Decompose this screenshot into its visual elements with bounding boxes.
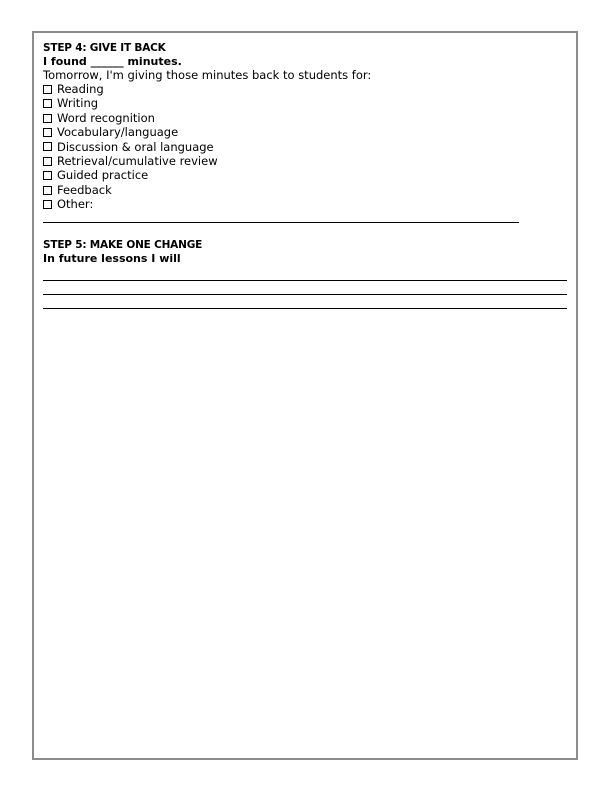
write-in-line[interactable] xyxy=(43,280,567,281)
step-4-heading: STEP 4: GIVE IT BACK xyxy=(43,42,166,54)
worksheet-content xyxy=(43,42,567,309)
give-back-checklist xyxy=(43,82,567,212)
checkbox-icon[interactable] xyxy=(43,171,52,180)
checkbox-icon[interactable] xyxy=(43,114,52,123)
checkbox-icon[interactable] xyxy=(43,142,52,151)
checklist-item-label: Feedback xyxy=(57,182,112,197)
checklist-item-label: Discussion & oral language xyxy=(57,139,214,154)
checklist-item-other[interactable] xyxy=(43,197,567,211)
write-in-line[interactable] xyxy=(43,294,567,295)
checklist-item-label: Retrieval/cumulative review xyxy=(57,154,218,169)
checklist-item-word-recognition[interactable] xyxy=(43,111,567,125)
write-in-line[interactable] xyxy=(43,308,567,309)
checklist-item-retrieval[interactable] xyxy=(43,154,567,168)
checklist-item-feedback[interactable] xyxy=(43,183,567,197)
checklist-item-label: Word recognition xyxy=(57,110,155,125)
checklist-item-label: Guided practice xyxy=(57,168,149,183)
checklist-item-discussion[interactable] xyxy=(43,140,567,154)
checkbox-icon[interactable] xyxy=(43,157,52,166)
checklist-item-writing[interactable] xyxy=(43,96,567,110)
step-5-section xyxy=(43,239,567,309)
checkbox-icon[interactable] xyxy=(43,186,52,195)
step-4-intro: Tomorrow, I'm giving those minutes back to students for: xyxy=(43,68,372,82)
checklist-item-label: Writing xyxy=(57,96,99,111)
checkbox-icon[interactable] xyxy=(43,200,52,209)
checkbox-icon[interactable] xyxy=(43,99,52,108)
checklist-item-label: Reading xyxy=(57,82,104,96)
other-write-in-line[interactable] xyxy=(43,222,519,223)
checklist-item-label: Vocabulary/language xyxy=(57,125,179,140)
checklist-item-guided-practice[interactable] xyxy=(43,168,567,182)
step-5-prompt: In future lessons I will xyxy=(43,251,181,265)
checkbox-icon[interactable] xyxy=(43,85,52,94)
checklist-item-vocabulary[interactable] xyxy=(43,125,567,139)
found-minutes-line: I found ______ minutes. xyxy=(43,55,182,68)
checkbox-icon[interactable] xyxy=(43,128,52,137)
step-5-heading: STEP 5: MAKE ONE CHANGE xyxy=(43,238,203,251)
step-4-section xyxy=(43,42,567,223)
checklist-item-reading[interactable] xyxy=(43,82,567,96)
checklist-item-label: Other: xyxy=(57,197,94,212)
